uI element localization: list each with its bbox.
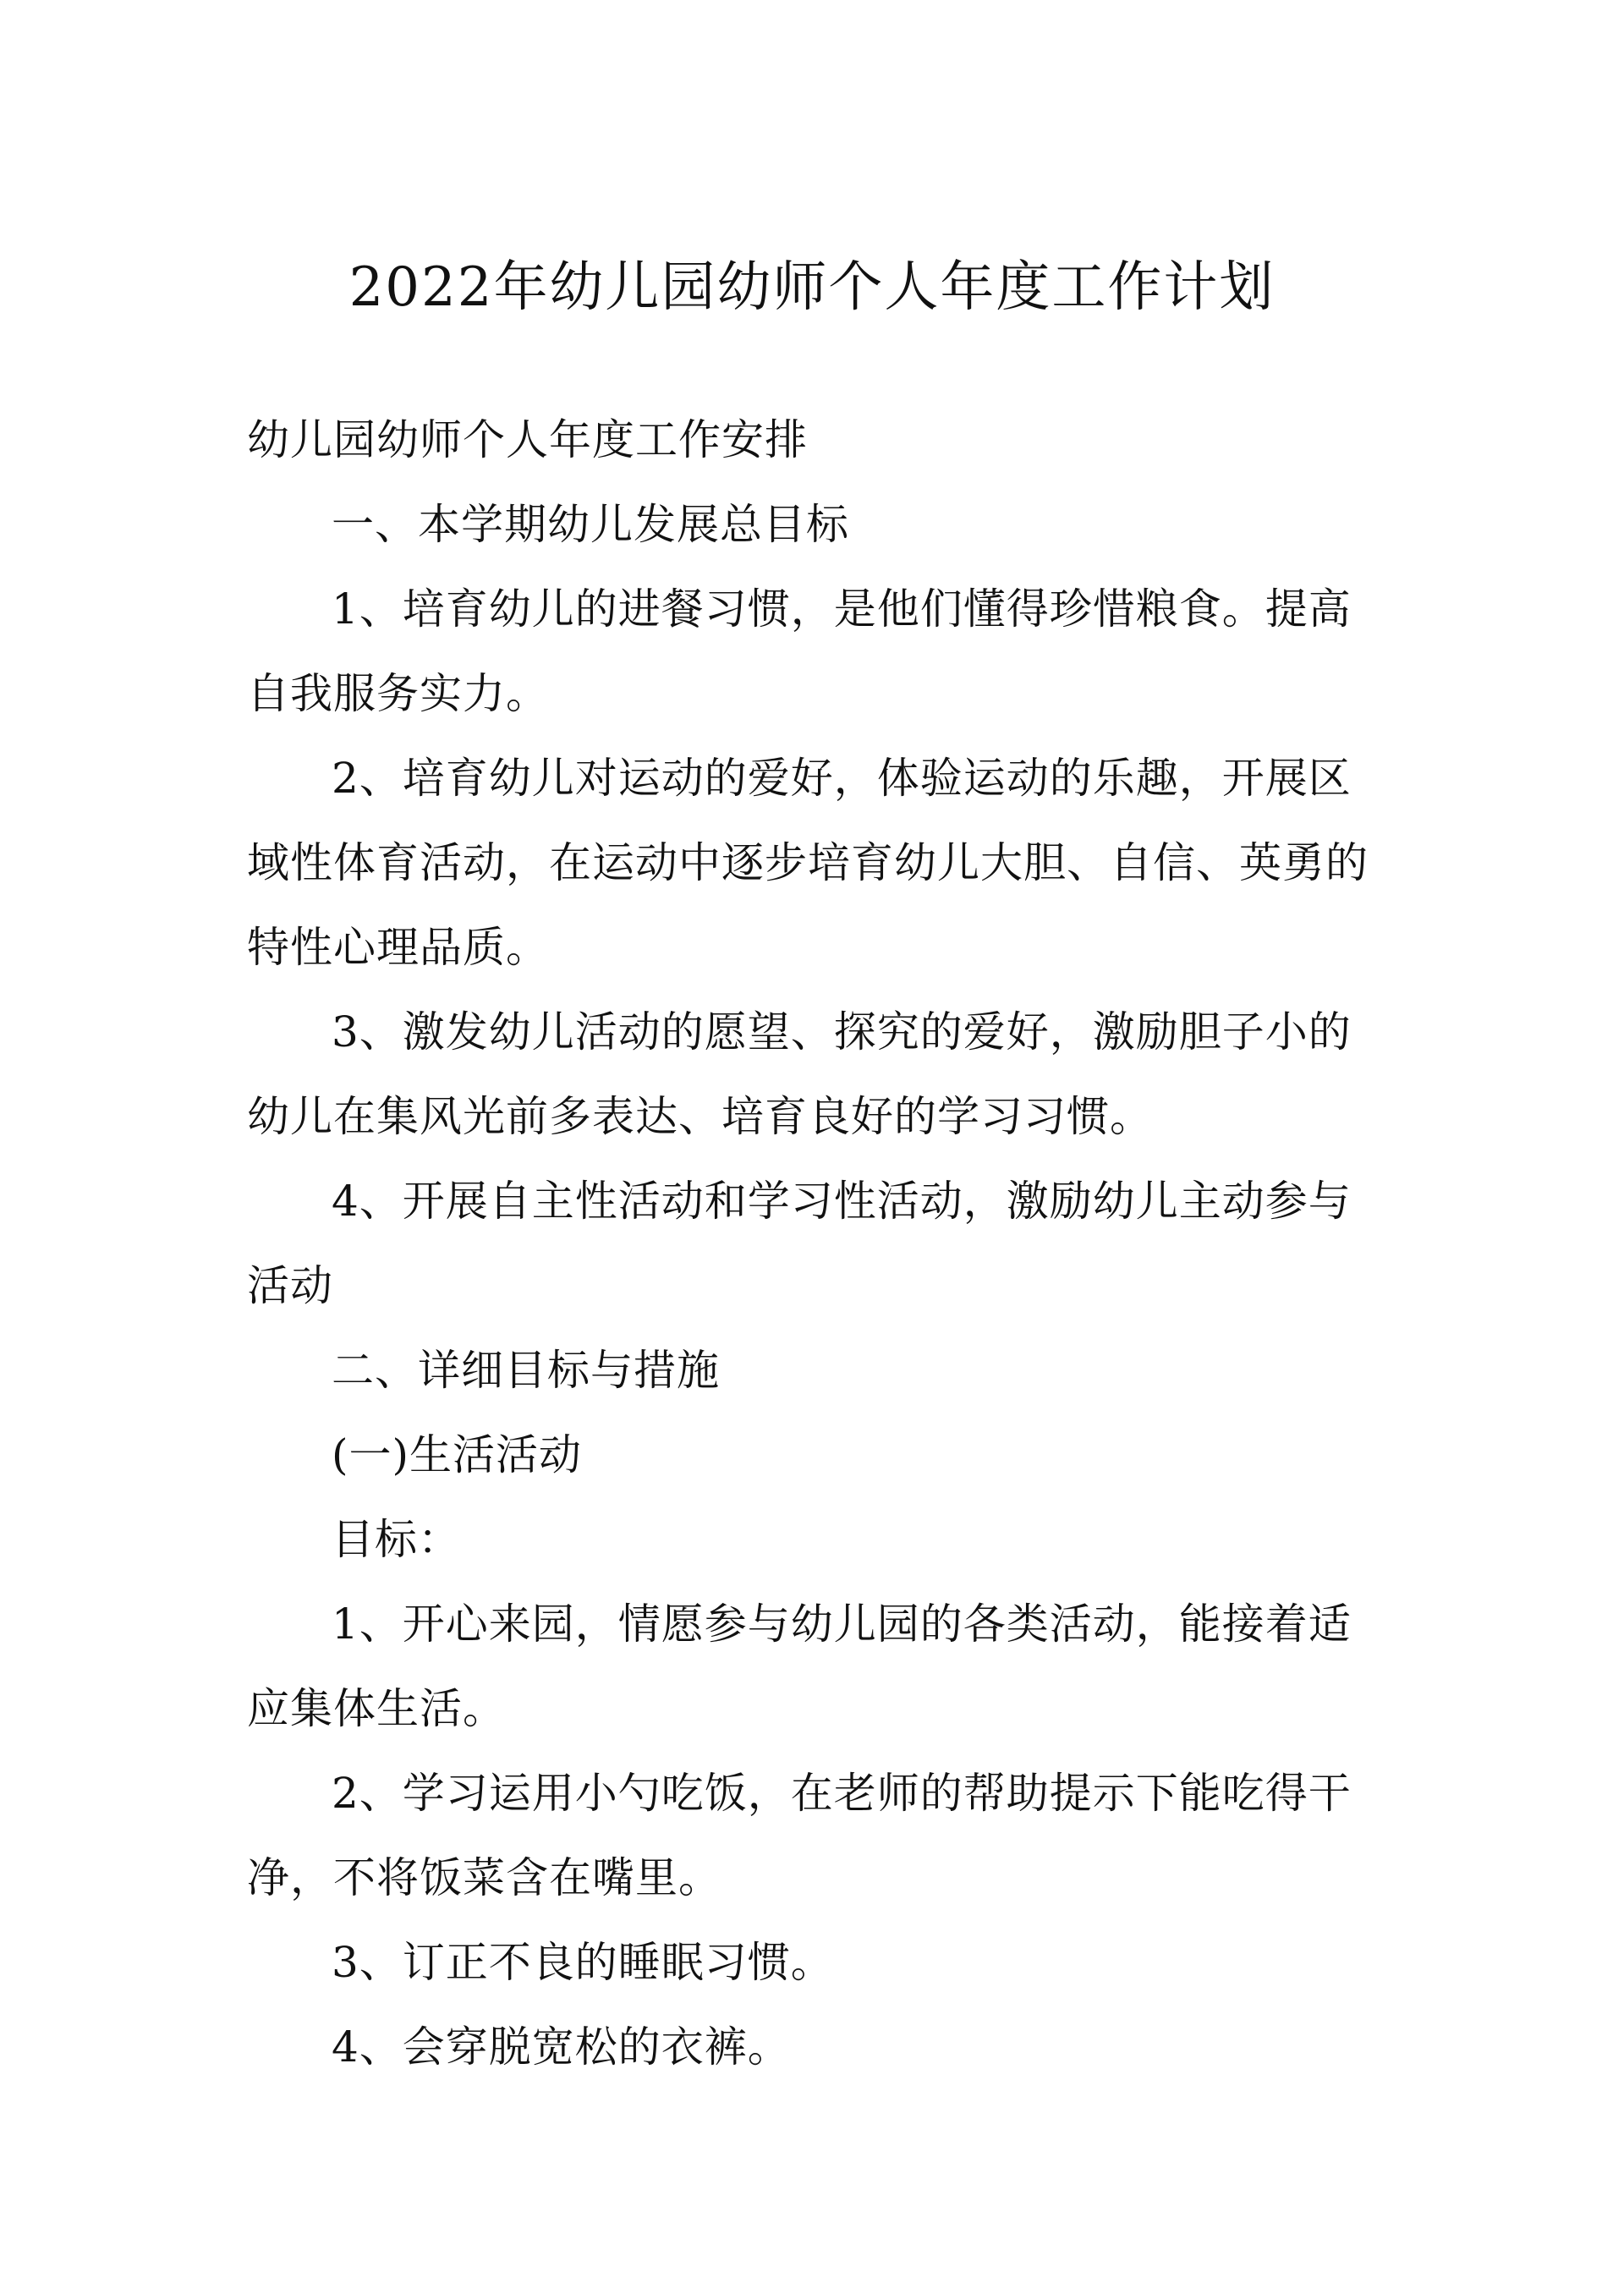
paragraph-heading: 一、本学期幼儿发展总目标 <box>332 500 849 549</box>
paragraph-line: 2、培育幼儿对运动的爱好，体验运动的乐趣，开展区 <box>332 754 1352 803</box>
paragraph-line: 应集体生活。 <box>247 1684 506 1733</box>
paragraph-line: 自我服务实力。 <box>247 669 549 718</box>
document-body <box>247 398 1387 2089</box>
paragraph-heading: 目标： <box>332 1515 461 1564</box>
paragraph-line: 活动 <box>247 1261 333 1310</box>
paragraph-heading: 二、详细目标与措施 <box>332 1346 720 1395</box>
paragraph-line: 特性心理品质。 <box>247 923 549 972</box>
paragraph-line: 1、开心来园，情愿参与幼儿园的各类活动，能接着适 <box>332 1600 1352 1649</box>
paragraph-line: 1、培育幼儿的进餐习惯，是他们懂得珍惜粮食。提高 <box>332 584 1352 634</box>
paragraph-line: 幼儿在集风光前多表达、培育良好的学习习惯。 <box>247 1092 1153 1141</box>
paragraph-line: 3、订正不良的睡眠习惯。 <box>332 1938 834 1987</box>
paragraph-line: 净，不将饭菜含在嘴里。 <box>247 1853 721 1902</box>
paragraph-line: 4、开展自主性活动和学习性活动，激励幼儿主动参与 <box>332 1177 1352 1226</box>
paragraph-heading: (一)生活活动 <box>332 1430 583 1479</box>
document-title: 2022年幼儿园幼师个人年度工作计划 <box>348 256 1276 319</box>
paragraph-line: 4、会穿脱宽松的衣裤。 <box>332 2022 791 2072</box>
paragraph-line: 2、学习运用小勺吃饭，在老师的帮助提示下能吃得干 <box>332 1769 1352 1818</box>
paragraph-line: 域性体育活动，在运动中逐步培育幼儿大胆、自信、英勇的 <box>247 838 1369 887</box>
section-heading: 幼儿园幼师个人年度工作安排 <box>247 415 808 464</box>
paragraph-line: 3、激发幼儿活动的愿望、探究的爱好，激励胆子小的 <box>332 1007 1352 1056</box>
